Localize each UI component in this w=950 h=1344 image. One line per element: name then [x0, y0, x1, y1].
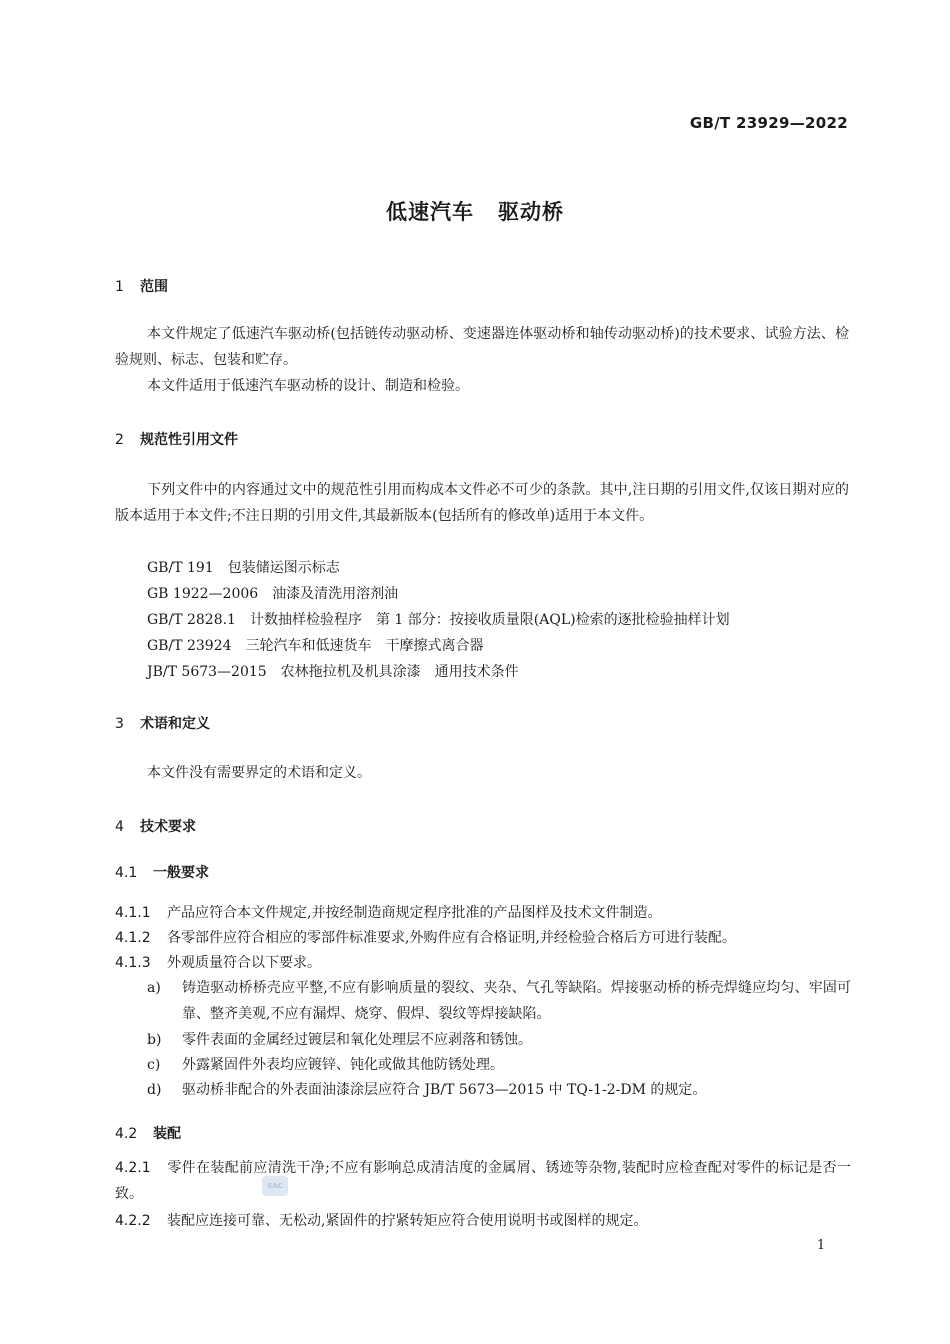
clause-4-1-2	[115, 925, 851, 951]
sac-watermark-logo: SAC	[262, 1176, 288, 1196]
reference-title: 包装储运图示标志	[227, 560, 340, 576]
reference-code: GB/T 191	[147, 560, 214, 576]
reference-title: 油漆及清洗用溶剂油	[272, 586, 399, 602]
document-title	[0, 196, 950, 226]
list-item	[147, 1077, 851, 1103]
clause-number: 4.1.1	[115, 905, 151, 921]
section-2-heading	[115, 429, 238, 449]
clause-text: 零件在装配前应清洗干净;不应有影响总成清洁度的金属屑、锈迹等杂物,装配时应检查配对零件的标记是否一致。	[115, 1160, 851, 1202]
clause-text: 装配应连接可靠、无松动,紧固件的拧紧转矩应符合使用说明书或图样的规定。	[167, 1213, 648, 1229]
clause-number: 4.2.1	[115, 1160, 151, 1176]
normative-reference	[147, 609, 730, 629]
clause-text: 各零部件应符合相应的零部件标准要求,外购件应有合格证明,并经检验合格后方可进行装配。	[167, 930, 736, 946]
list-item-text: 铸造驱动桥桥壳应平整,不应有影响质量的裂纹、夹杂、气孔等缺陷。焊接驱动桥的桥壳焊缝应均匀、牢固可靠、整齐美观,不应有漏焊、烧穿、假焊、裂纹等焊接缺陷。	[182, 980, 851, 1022]
clause-text: 产品应符合本文件规定,并按经制造商规定程序批准的产品图样及技术文件制造。	[167, 905, 662, 921]
reference-title: 农林拖拉机及机具涂漆 通用技术条件	[280, 664, 519, 680]
clause-4-1-3	[115, 950, 851, 976]
reference-code: GB/T 23924	[147, 638, 232, 654]
section-2-paragraph-1: 下列文件中的内容通过文中的规范性引用而构成本文件必不可少的条款。其中,注日期的引用文件,仅该日期对应的版本适用于本文件;不注日期的引用文件,其最新版本(包括所有的修改单)适用于本文件。	[115, 482, 849, 524]
normative-reference	[147, 661, 519, 681]
section-number: 4	[115, 819, 124, 835]
list-item-label: c)	[147, 1057, 161, 1073]
section-1-paragraph-1: 本文件规定了低速汽车驱动桥(包括链传动驱动桥、变速器连体驱动桥和轴传动驱动桥)的技术要求、试验方法、检验规则、标志、包装和贮存。	[115, 326, 849, 368]
title-part-1: 低速汽车	[386, 200, 474, 224]
section-title: 规范性引用文件	[140, 432, 238, 448]
standard-code: GB/T 23929—2022	[689, 114, 848, 132]
clause-4-2-1	[115, 1155, 851, 1207]
section-4-heading	[115, 816, 196, 836]
section-1-paragraph-2: 本文件适用于低速汽车驱动桥的设计、制造和检验。	[147, 378, 469, 394]
reference-title: 三轮汽车和低速货车 干摩擦式离合器	[245, 638, 484, 654]
section-title: 术语和定义	[140, 716, 210, 732]
subsection-4-2-heading	[115, 1123, 181, 1143]
reference-code: GB 1922—2006	[147, 586, 259, 602]
subsection-4-1-heading	[115, 862, 209, 882]
reference-title: 计数抽样检验程序 第 1 部分：按接收质量限(AQL)检索的逐批检验抽样计划	[249, 612, 730, 628]
section-number: 1	[115, 279, 124, 295]
section-3-paragraph-1: 本文件没有需要界定的术语和定义。	[147, 765, 371, 781]
section-number: 3	[115, 716, 124, 732]
subsection-title: 一般要求	[153, 865, 209, 881]
reference-code: JB/T 5673—2015	[147, 664, 267, 680]
normative-reference	[147, 583, 398, 603]
section-1-heading	[115, 276, 168, 296]
list-item-text: 外露紧固件外表均应镀锌、钝化或做其他防锈处理。	[182, 1057, 504, 1073]
list-item-text: 驱动桥非配合的外表面油漆涂层应符合 JB/T 5673—2015 中 TQ-1-2-DM 的规定。	[182, 1082, 707, 1098]
page-number: 1	[816, 1238, 826, 1253]
clause-number: 4.1.3	[115, 955, 151, 971]
list-item-label: b)	[147, 1032, 162, 1048]
normative-reference	[147, 557, 340, 577]
list-item	[147, 975, 851, 1027]
subsection-number: 4.1	[115, 865, 138, 881]
list-item-label: d)	[147, 1082, 162, 1098]
subsection-title: 装配	[153, 1126, 181, 1142]
reference-code: GB/T 2828.1	[147, 612, 236, 628]
list-item-label: a)	[147, 980, 161, 996]
clause-4-2-2	[115, 1208, 851, 1234]
section-title: 范围	[140, 279, 168, 295]
list-item	[147, 1052, 851, 1078]
section-title: 技术要求	[140, 819, 196, 835]
section-3-heading	[115, 713, 210, 733]
section-number: 2	[115, 432, 124, 448]
clause-number: 4.2.2	[115, 1213, 151, 1229]
subsection-number: 4.2	[115, 1126, 138, 1142]
title-part-2: 驱动桥	[498, 200, 564, 224]
clause-4-1-1	[115, 900, 851, 926]
clause-number: 4.1.2	[115, 930, 151, 946]
clause-text: 外观质量符合以下要求。	[167, 955, 321, 971]
list-item-text: 零件表面的金属经过镀层和氧化处理层不应剥落和锈蚀。	[182, 1032, 532, 1048]
normative-reference	[147, 635, 484, 655]
list-item	[147, 1027, 851, 1053]
